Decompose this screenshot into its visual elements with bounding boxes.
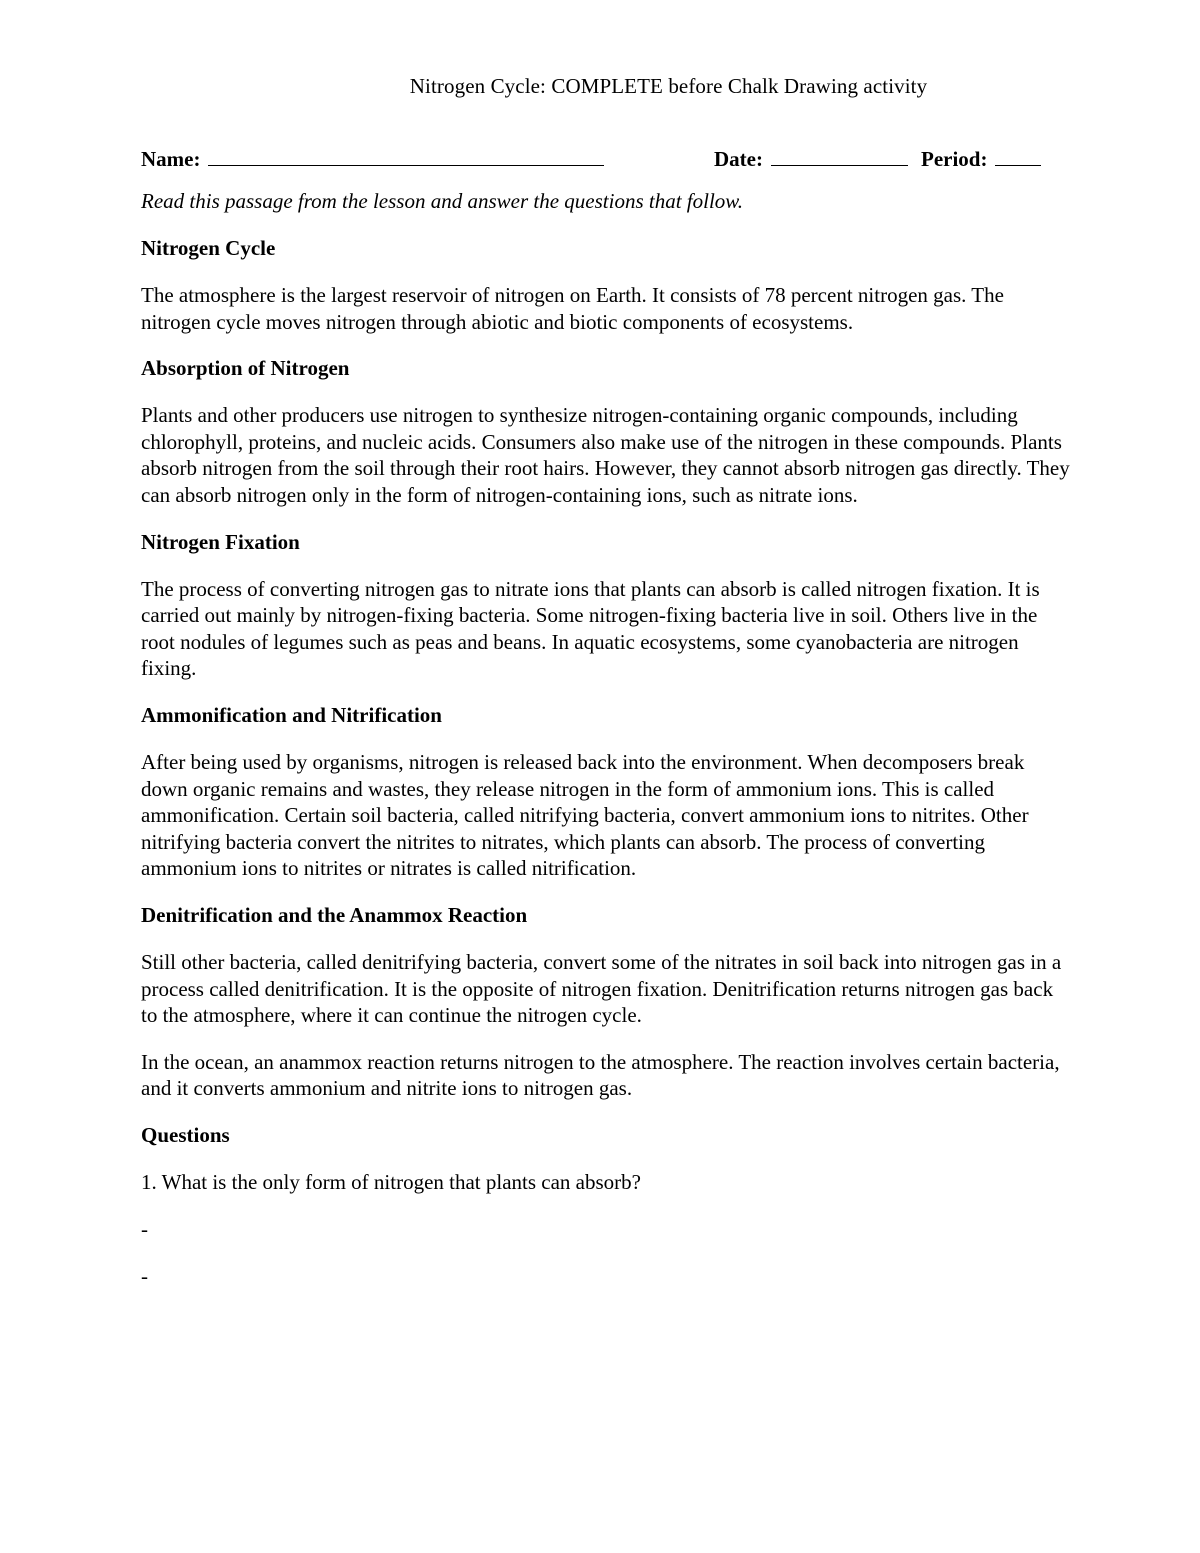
period-blank-line[interactable] <box>995 143 1041 166</box>
worksheet-page <box>141 0 1071 1553</box>
section-denitrification-anammox <box>141 902 1071 1102</box>
section-heading: Denitrification and the Anammox Reaction <box>141 902 528 927</box>
worksheet-body <box>141 188 1071 1310</box>
student-info-header <box>141 143 1071 171</box>
date-blank-line[interactable] <box>771 143 908 166</box>
date-field <box>714 143 908 172</box>
section-heading: Absorption of Nitrogen <box>141 356 350 381</box>
section-heading: Ammonification and Nitrification <box>141 702 442 727</box>
questions-section <box>141 1122 1071 1290</box>
answer-line-1[interactable]: - <box>141 1216 148 1241</box>
name-blank-line[interactable] <box>208 143 604 166</box>
section-heading: Nitrogen Fixation <box>141 529 300 554</box>
section-paragraph: Still other bacteria, called denitrifying bacteria, convert some of the nitrates in soil back into nitrogen gas in a process called denitrification. It is the opposite of nitrogen fixation. Denitrification returns nitrogen gas back to the atmosphere, where it can continue the nitrogen cycle. <box>141 949 1062 1028</box>
section-paragraph: The process of converting nitrogen gas to nitrate ions that plants can absorb is called nitrogen fixation. It is carried out mainly by nitrogen-fixing bacteria. Some nitrogen-fixing bacteria live in soil. Others live in the root nodules of legumes such as peas and beans. In aquatic ecosystems, some cyanobacteria are nitrogen fixing. <box>141 576 1040 681</box>
section-nitrogen-cycle <box>141 235 1071 335</box>
questions-heading: Questions <box>141 1122 230 1147</box>
period-field <box>921 143 1041 172</box>
section-heading: Nitrogen Cycle <box>141 236 276 260</box>
section-paragraph: After being used by organisms, nitrogen is released back into the environment. When decomposers break down organic remains and wastes, they release nitrogen in the form of ammonium ions. This is called ammonification. Certain soil bacteria, called nitrifying bacteria, convert ammonium ions to nitrites. Other nitrifying bacteria convert the nitrites to nitrates, which plants can absorb. The process of converting ammonium ions to nitrites or nitrates is called nitrification. <box>141 749 1029 881</box>
section-absorption-of-nitrogen <box>141 355 1071 508</box>
name-field <box>141 143 604 172</box>
section-paragraph: In the ocean, an anammox reaction returns nitrogen to the atmosphere. The reaction involves certain bacteria, and it converts ammonium and nitrite ions to nitrogen gas. <box>141 1049 1060 1101</box>
document-title: Nitrogen Cycle: COMPLETE before Chalk Drawing activity <box>409 74 928 98</box>
section-nitrogen-fixation <box>141 529 1071 682</box>
section-ammonification-nitrification <box>141 702 1071 882</box>
section-paragraph: The atmosphere is the largest reservoir of nitrogen on Earth. It consists of 78 percent nitrogen gas. The nitrogen cycle moves nitrogen through abiotic and biotic components of ecosystems. <box>141 283 1004 334</box>
name-label: Name: <box>141 147 201 171</box>
date-label: Date: <box>714 147 763 171</box>
answer-line-2[interactable]: - <box>141 1263 148 1288</box>
period-label: Period: <box>921 147 988 171</box>
section-paragraph: Plants and other producers use nitrogen to synthesize nitrogen-containing organic compounds, including chlorophyll, proteins, and nucleic acids. Consumers also make use of the nitrogen in these compounds. Plants absorb nitrogen from the soil through their root hairs. However, they cannot absorb nitrogen gas directly. They can absorb nitrogen only in the form of nitrogen-containing ions, such as nitrate ions. <box>141 403 1070 507</box>
instructions-text: Read this passage from the lesson and answer the questions that follow. <box>141 189 743 213</box>
question-1-text: 1. What is the only form of nitrogen that plants can absorb? <box>141 1169 641 1194</box>
